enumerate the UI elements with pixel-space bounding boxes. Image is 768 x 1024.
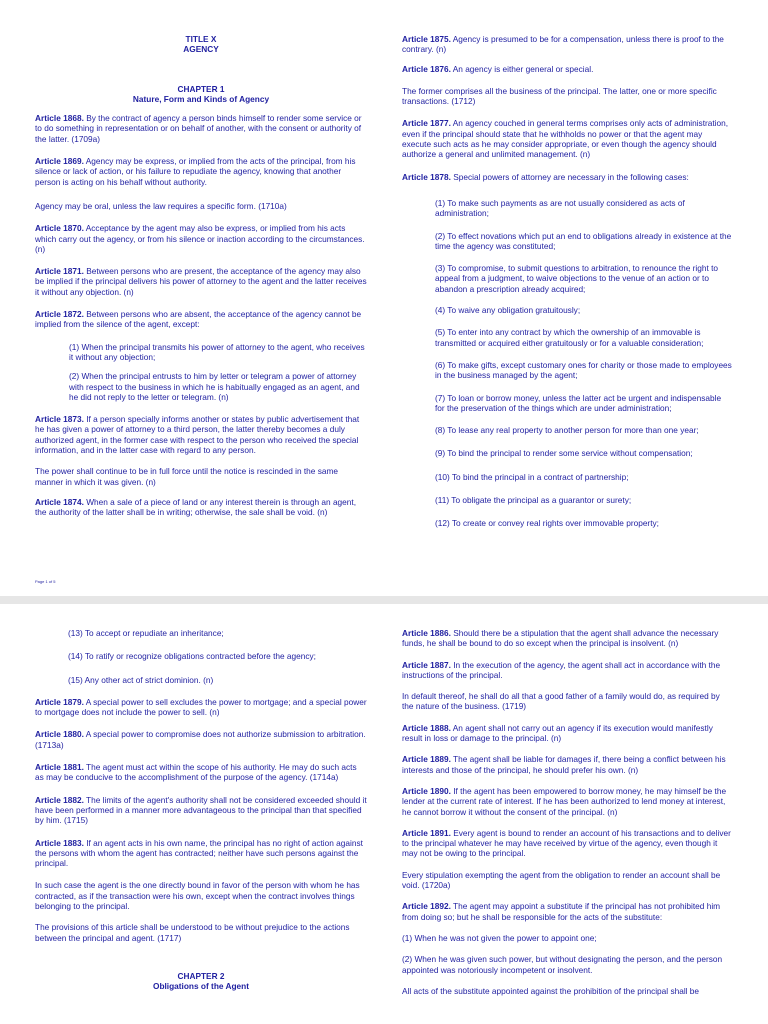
article-label: Article 1878.	[402, 171, 451, 182]
list-item: (1) When the principal transmits his power of attorney to the agent, who receives it without any objection;	[69, 341, 365, 362]
list-item: (1) When he was not given the power to appoint one;	[402, 932, 597, 943]
article-1891	[402, 828, 732, 859]
list-item: (15) Any other act of strict dominion. (n)	[68, 674, 214, 685]
article-label: Article 1880.	[35, 729, 84, 740]
article-text: Should there be a stipulation that the agent shall advance the necessary funds, he shall be bound to do so except when the principal is insolvent. (n)	[402, 628, 719, 649]
article-text: Between persons who are present, the acceptance of the agency may also be implied if the principal delivers his power of attorney to the agent and the latter receives it without any objection. (n)	[35, 266, 367, 297]
paragraph: All acts of the substitute appointed against the prohibition of the principal shall be	[402, 985, 700, 996]
article-label: Article 1870.	[35, 223, 84, 234]
article-1868	[35, 113, 367, 144]
article-1888	[402, 723, 732, 744]
article-text: The limits of the agent's authority shall not be considered exceeded should it have been performed in a manner more advantageous to the principal than that specified by him. (1715)	[35, 794, 367, 826]
paragraph: The provisions of this article shall be understood to be without prejudice to the actions between the principal and agent. (1717)	[35, 922, 350, 943]
article-text: An agency couched in general terms comprises only acts of administration, even if the principal should state that he withholds no power or that the agent may execute such acts as he may consider appropriate, or even though the agency should authorize a general and unlimited management. (n)	[402, 118, 729, 160]
chapter-heading: CHAPTER 1	[177, 83, 225, 94]
paragraph: The power shall continue to be in full force until the notice is rescinded in the same manner in which it was given. (n)	[35, 466, 339, 487]
article-1879	[35, 697, 367, 718]
article-label: Article 1891.	[402, 827, 451, 838]
article-text: An agent shall not carry out an agency if its execution would manifestly result in loss or damage to the principal. (n)	[402, 722, 713, 744]
article-label: Article 1882.	[35, 794, 84, 805]
paragraph: In such case the agent is the one directly bound in favor of the person with whom he has contracted, as if the transaction were his own, except when the contract involves things belonging to the principal.	[35, 880, 360, 912]
article-text: The agent must act within the scope of his authority. He may do such acts as may be conducive to the accomplishment of the purpose of the agency. (1714a)	[35, 762, 357, 783]
article-1873	[35, 414, 367, 455]
article-1883	[35, 838, 367, 869]
paragraph: Every stipulation exempting the agent from the obligation to render an account shall be void. (1720a)	[402, 869, 721, 891]
article-1881	[35, 762, 367, 783]
page2-right-column	[402, 628, 732, 1006]
article-1871	[35, 266, 367, 297]
article-text: Every agent is bound to render an account of his transactions and to deliver to the principal whatever he may have received by virtue of the agency, even though it may not be owing to the principal.	[402, 827, 731, 859]
list-item: (12) To create or convey real rights over immovable property;	[435, 518, 659, 529]
article-text: If the agent has been empowered to borrow money, he may himself be the lender at the current rate of interest. If he has been authorized to lend money at interest, he cannot borrow it without the consent of the principal. (n)	[402, 785, 727, 817]
chapter-title: Obligations of the Agent	[152, 981, 250, 992]
article-text: A special power to compromise does not authorize submission to arbitration. (1713a)	[35, 729, 366, 750]
article-1889	[402, 754, 732, 775]
title: TITLE X	[185, 34, 217, 44]
article-label: Article 1879.	[35, 696, 84, 707]
paragraph: Agency may be oral, unless the law requires a specific form. (1710a)	[35, 200, 287, 211]
article-text: Acceptance by the agent may also be express, or implied from his acts which carry out the agency, or from his silence or inaction according to the circumstances. (n)	[35, 223, 365, 254]
list-item: (1) To make such payments as are not usually considered as acts of administration;	[435, 197, 685, 219]
article-1872	[35, 309, 367, 330]
article-1869	[35, 156, 367, 187]
page2-left-column	[35, 628, 367, 992]
article-text: Between persons who are absent, the acceptance of the agency cannot be implied from the silence of the agent, except:	[35, 309, 362, 330]
list-item: (2) When the principal entrusts to him by letter or telegram a power of attorney with respect to the business in which he is habitually engaged as an agent, and he did not reply to the letter or telegram. (n)	[69, 371, 360, 402]
article-1878	[402, 172, 732, 182]
article-text: By the contract of agency a person binds himself to render some service or to do something in representation or on behalf of another, with the consent or authority of the latter. (1709a)	[35, 113, 362, 144]
article-label: Article 1890.	[402, 785, 451, 796]
article-text: The agent shall be liable for damages if, there being a conflict between his interests and those of the principal, he should prefer his own. (n)	[402, 754, 726, 775]
chapter-title: Nature, Form and Kinds of Agency	[132, 93, 270, 104]
article-text: A special power to sell excludes the power to mortgage; and a special power to mortgage does not include the power to sell. (n)	[35, 696, 367, 718]
article-1880	[35, 729, 367, 750]
article-1874	[35, 497, 367, 518]
list-item: (9) To bind the principal to render some service without compensation;	[435, 448, 693, 459]
article-1892	[402, 901, 732, 922]
article-label: Article 1871.	[35, 266, 84, 277]
article-label: Article 1868.	[35, 113, 84, 124]
article-label: Article 1877.	[402, 118, 451, 129]
paragraph: In default thereof, he shall do all that a good father of a family would do, as required by the nature of the business. (1719)	[402, 691, 720, 712]
page-number: Page 1 of 5	[35, 579, 56, 584]
article-label: Article 1874.	[35, 496, 84, 507]
document-page-2	[0, 604, 768, 1024]
article-1886	[402, 628, 732, 649]
list-item: (8) To lease any real property to another person for more than one year;	[435, 425, 699, 436]
list-item: (3) To compromise, to submit questions to arbitration, to renounce the right to appeal from a judgment, to waive objections to the venue of an action or to abandon a prescription already acquired;	[435, 263, 719, 294]
article-text: If an agent acts in his own name, the principal has no right of action against the persons with whom the agent has contracted; neither have such persons against the principal.	[35, 837, 363, 869]
list-item: (11) To obligate the principal as a guarantor or surety;	[435, 495, 632, 506]
article-text: The agent may appoint a substitute if the principal has not prohibited him from doing so; but he shall be responsible for the acts of the substitute:	[402, 901, 721, 922]
article-1890	[402, 786, 732, 817]
article-text: An agency is either general or special.	[450, 63, 594, 74]
article-label: Article 1892.	[402, 901, 451, 912]
article-label: Article 1883.	[35, 837, 84, 848]
list-item: (4) To waive any obligation gratuitously;	[435, 305, 581, 316]
article-1887	[402, 660, 732, 681]
list-item: (7) To loan or borrow money, unless the latter act be urgent and indispensable for the preservation of the things which are under administration;	[435, 392, 722, 413]
list-item: (10) To bind the principal in a contract of partnership;	[435, 471, 629, 482]
article-1875	[402, 34, 732, 55]
article-1876	[402, 64, 732, 74]
article-1877	[402, 118, 732, 159]
list-item: (5) To enter into any contract by which the ownership of an immovable is transmitted or acquired either gratuitously or for a valuable consideration;	[435, 327, 704, 348]
page-separator	[0, 596, 768, 604]
list-item: (6) To make gifts, except customary ones for charity or those made to employees in the business managed by the agent;	[435, 359, 732, 381]
article-1870	[35, 223, 367, 254]
list-item: (2) To effect novations which put an end to obligations already in existence at the time the agency was constituted;	[435, 230, 732, 251]
article-text: Agency is presumed to be for a compensation, unless there is proof to the contrary. (n)	[402, 34, 724, 55]
page1-right-column	[402, 34, 732, 538]
article-label: Article 1888.	[402, 722, 451, 733]
article-label: Article 1886.	[402, 628, 451, 638]
article-1882	[35, 795, 367, 826]
list-item: (14) To ratify or recognize obligations contracted before the agency;	[68, 651, 316, 662]
article-label: Article 1887.	[402, 659, 451, 670]
article-text: If a person specially informs another or states by public advertisement that he has given a power of attorney to a third person, the latter thereby becomes a duly authorized agent, in the former case with respect to the person who received the special information, and in the latter case with regard to any person.	[35, 414, 360, 456]
article-label: Article 1876.	[402, 63, 451, 74]
article-text: In the execution of the agency, the agent shall act in accordance with the instructions of the principal.	[402, 659, 721, 680]
article-label: Article 1875.	[402, 34, 451, 44]
article-label: Article 1889.	[402, 754, 451, 765]
article-label: Article 1881.	[35, 762, 84, 773]
paragraph: The former comprises all the business of the principal. The latter, one or more specific transactions. (1712)	[402, 85, 717, 107]
article-label: Article 1872.	[35, 309, 84, 320]
subtitle: AGENCY	[183, 44, 219, 55]
article-label: Article 1869.	[35, 156, 84, 167]
page1-left-column	[35, 34, 367, 527]
article-text: Agency may be express, or implied from the acts of the principal, from his silence or lack of action, or his failure to repudiate the agency, knowing that another person is acting on his behalf without authority.	[35, 156, 356, 187]
chapter-heading: CHAPTER 2	[177, 970, 225, 981]
article-text: Special powers of attorney are necessary in the following cases:	[450, 171, 689, 182]
list-item: (2) When he was given such power, but without designating the person, and the person appointed was notoriously incompetent or insolvent.	[402, 954, 723, 975]
list-item: (13) To accept or repudiate an inheritance;	[68, 628, 224, 638]
article-text: When a sale of a piece of land or any interest therein is through an agent, the authority of the latter shall be in writing; otherwise, the sale shall be void. (n)	[35, 496, 357, 518]
article-label: Article 1873.	[35, 414, 84, 425]
